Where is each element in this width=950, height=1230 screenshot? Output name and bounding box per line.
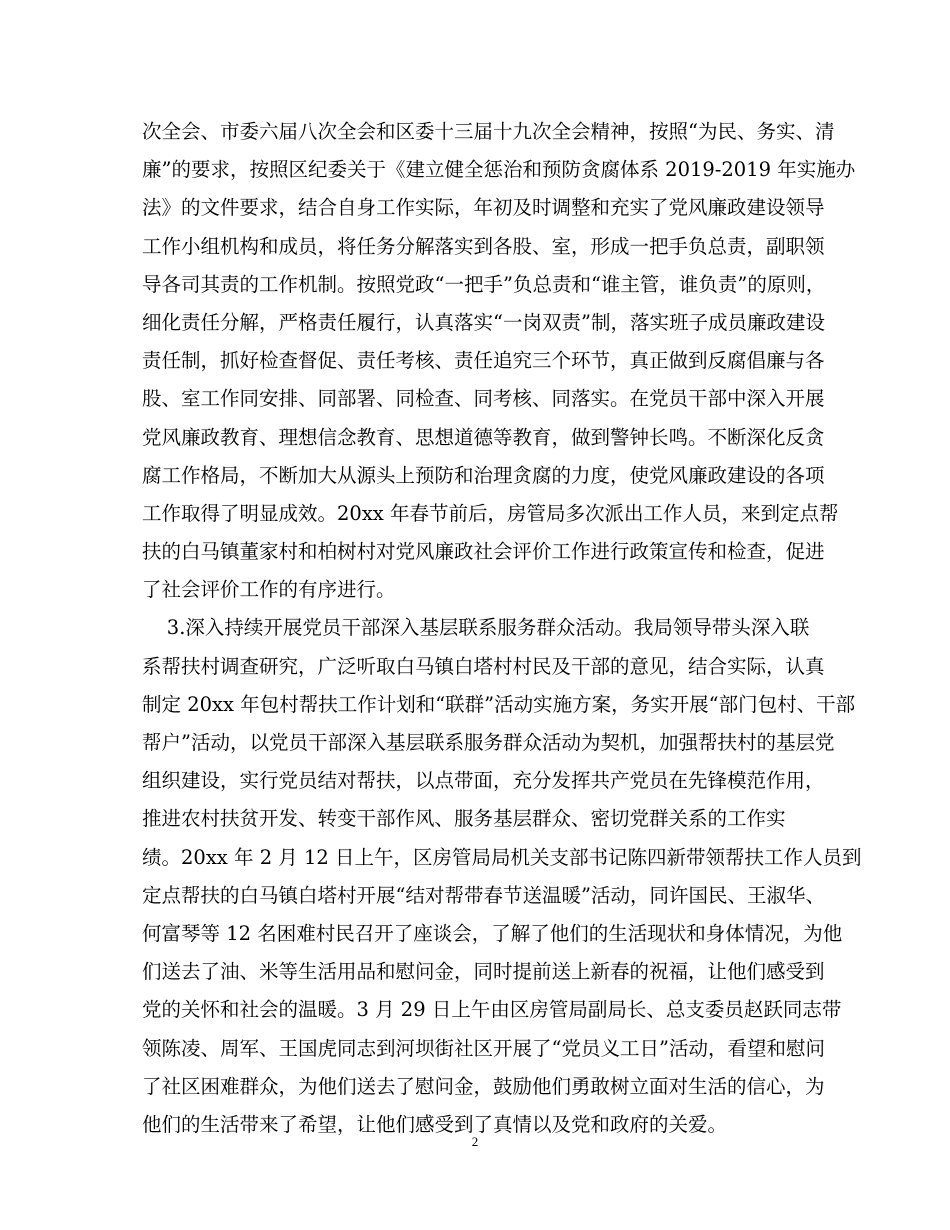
text-line: 扶的白马镇董家村和柏树村对党风廉政社会评价工作进行政策宣传和检查，促进 (142, 540, 825, 564)
text-line: 推进农村扶贫开发、转变干部作风、服务基层群众、密切党群关系的工作实 (142, 807, 786, 831)
text-line: 系帮扶村调查研究，广泛听取白马镇白塔村村民及干部的意见，结合实际，认真 (142, 654, 825, 678)
text-line: 法》的文件要求，结合自身工作实际，年初及时调整和充实了党风廉政建设领导 (142, 196, 825, 220)
text-line: 次全会、市委六届八次全会和区委十三届十九次全会精神，按照“为民、务实、清 (142, 120, 835, 143)
text-line: 党的关怀和社会的温暖。3 月 29 日上午由区房管局副局长、总支委员赵跃同志带 (142, 998, 842, 1022)
text-line: 3.深入持续开展党员干部深入基层联系服务群众活动。我局领导带头深入联 (142, 616, 810, 640)
text-line: 责任制，抓好检查督促、责任考核、责任追究三个环节，真正做到反腐倡廉与各 (142, 349, 825, 373)
text-line: 定点帮扶的白马镇白塔村开展“结对帮带春节送温暖”活动，同许国民、王淑华、 (142, 883, 825, 907)
text-line: 工作小组机构和成员，将任务分解落实到各股、室，形成一把手负总责，副职领 (142, 234, 825, 258)
text-line: 导各司其责的工作机制。按照党政“一把手”负总责和“谁主管，谁负责”的原则， (142, 272, 826, 296)
text-line: 廉”的要求，按照区纪委关于《建立健全惩治和预防贪腐体系 2019-2019 年实施办 (142, 158, 856, 182)
text-line: 他们的生活带来了希望，让他们感受到了真情以及党和政府的关爱。 (142, 1112, 728, 1136)
page-number: 2 (471, 1134, 479, 1149)
text-line: 帮户”活动，以党员干部深入基层联系服务群众活动为契机，加强帮扶村的基层党 (142, 731, 835, 754)
text-line: 绩。20xx 年 2 月 12 日上午，区房管局局机关支部书记陈四新带领帮扶工作人员到 (142, 845, 862, 869)
text-line: 股、室工作同安排、同部署、同检查、同考核、同落实。在党员干部中深入开展 (142, 387, 825, 411)
text-line: 了社会评价工作的有序进行。 (142, 578, 396, 602)
text-line: 组织建设，实行党员结对帮扶，以点带面，充分发挥共产党员在先锋模范作用， (142, 769, 825, 793)
body-text (142, 113, 862, 1144)
text-line: 制定 20xx 年包村帮扶工作计划和“联群”活动实施方案，务实开展“部门包村、干部 (142, 692, 856, 716)
text-line: 了社区困难群众，为他们送去了慰问金，鼓励他们勇敢树立面对生活的信心，为 (142, 1074, 825, 1098)
text-line: 党风廉政教育、理想信念教育、思想道德等教育，做到警钟长鸣。不断深化反贪 (142, 425, 825, 449)
text-line: 腐工作格局，不断加大从源头上预防和治理贪腐的力度，使党风廉政建设的各项 (142, 463, 825, 487)
text-line: 何富琴等 12 名困难村民召开了座谈会，了解了他们的生活现状和身体情况，为他 (142, 921, 843, 945)
text-line: 领陈凌、周军、王国虎同志到河坝街社区开展了“党员义工日”活动，看望和慰问 (142, 1036, 825, 1060)
text-line: 工作取得了明显成效。20xx 年春节前后，房管局多次派出工作人员，来到定点帮 (142, 501, 839, 525)
text-line: 细化责任分解，严格责任履行，认真落实“一岗双责”制，落实班子成员廉政建设 (142, 310, 825, 334)
text-line: 们送去了油、米等生活用品和慰问金，同时提前送上新春的祝福，让他们感受到 (142, 960, 825, 984)
